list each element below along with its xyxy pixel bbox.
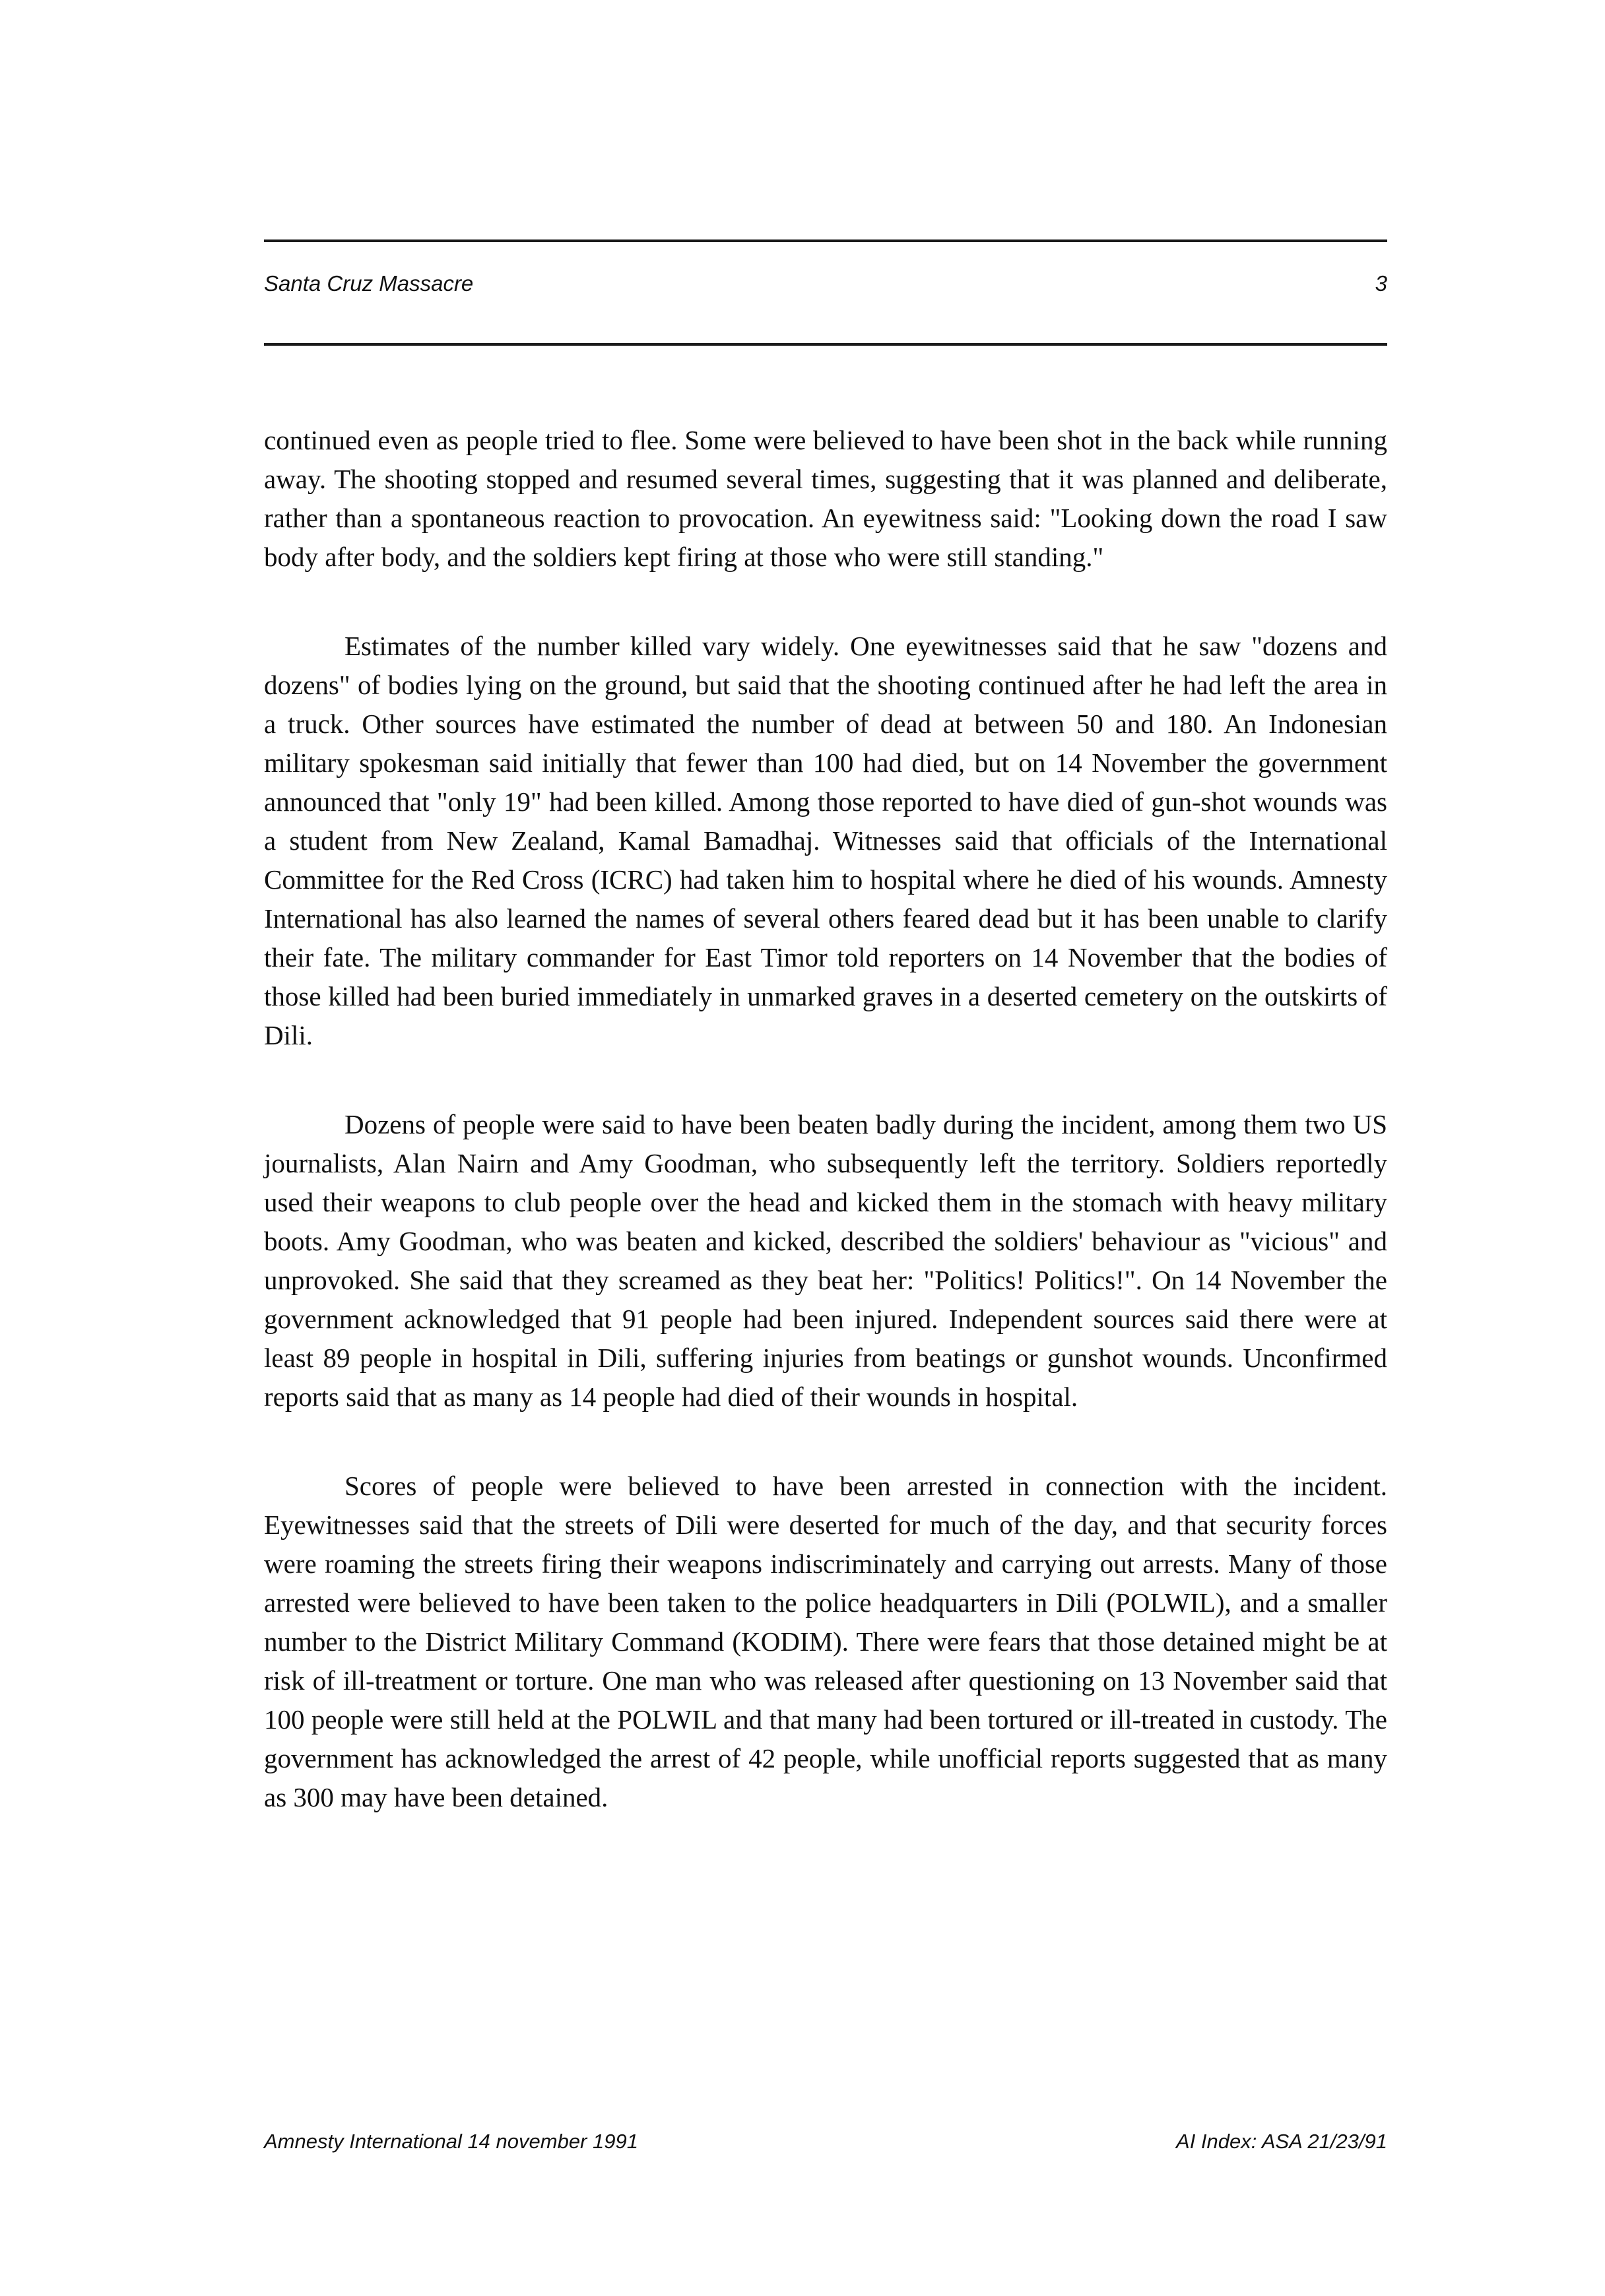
footer-index: AI Index: ASA 21/23/91 [1176, 2130, 1387, 2153]
paragraph-estimates: Estimates of the number killed vary widely. One eyewitnesses said that he saw "dozens and dozens" of bodies lying on the ground, but said that the shooting continued after he had left the area in a truck. Other sources have estimated the number of dead at between 50 and 180. An Indonesian military spokesman said initially that fewer than 100 had died, but on 14 November the government announced that "only 19" had been killed. Among those reported to have died of gun-shot wounds was a student from New Zealand, Kamal Bamadhaj. Witnesses said that officials of the International Committee for the Red Cross (ICRC) had taken him to hospital where he died of his wounds. Amnesty International has also learned the names of several others feared dead but it has been unable to clarify their fate. The military commander for East Timor told reporters on 14 November that the bodies of those killed had been buried immediately in unmarked graves in a deserted cemetery on the outskirts of Dili. [264, 631, 1387, 1050]
paragraph-beatings: Dozens of people were said to have been beaten badly during the incident, among them two US journalists, Alan Nairn and Amy Goodman, who subsequently left the territory. Soldiers reportedly used their weapons to club people over the head and kicked them in the stomach with heavy military boots. Amy Goodman, who was beaten and kicked, described the soldiers' behaviour as "vicious" and unprovoked. She said that they screamed as they beat her: "Politics! Politics!". On 14 November the government acknowledged that 91 people had been injured. Independent sources said there were at least 89 people in hospital in Dili, suffering injuries from beatings or gunshot wounds. Unconfirmed reports said that as many as 14 people had died of their wounds in hospital. [264, 1109, 1387, 1412]
paragraph-continued: continued even as people tried to flee. Some were believed to have been shot in the back while running away. The shooting stopped and resumed several times, suggesting that it was planned and deliberate, rather than a spontaneous reaction to provocation. An eyewitness said: "Looking down the road I saw body after body, and the soldiers kept firing at those who were still standing." [264, 425, 1387, 572]
body-text [264, 421, 1387, 1867]
paragraph-arrests: Scores of people were believed to have been arrested in connection with the incident. Eyewitnesses said that the streets of Dili were deserted for much of the day, and that security forces were roaming the streets firing their weapons indiscriminately and carrying out arrests. Many of those arrested were believed to have been taken to the police headquarters in Dili (POLWIL), and a smaller number to the District Military Command (KODIM). There were fears that those detained might be at risk of ill-treatment or torture. One man who was released after questioning on 13 November said that 100 people were still held at the POLWIL and that many had been tortured or ill-treated in custody. The government has acknowledged the arrest of 42 people, while unofficial reports suggested that as many as 300 may have been detained. [264, 1471, 1387, 1812]
footer-source-date: Amnesty International 14 november 1991 [264, 2130, 638, 2153]
header-bottom-rule [264, 343, 1387, 346]
page-footer [264, 2128, 1387, 2155]
running-head [264, 271, 1387, 297]
page-number: 3 [1375, 271, 1387, 296]
running-head-title: Santa Cruz Massacre [264, 271, 474, 296]
header-top-rule [264, 239, 1387, 242]
